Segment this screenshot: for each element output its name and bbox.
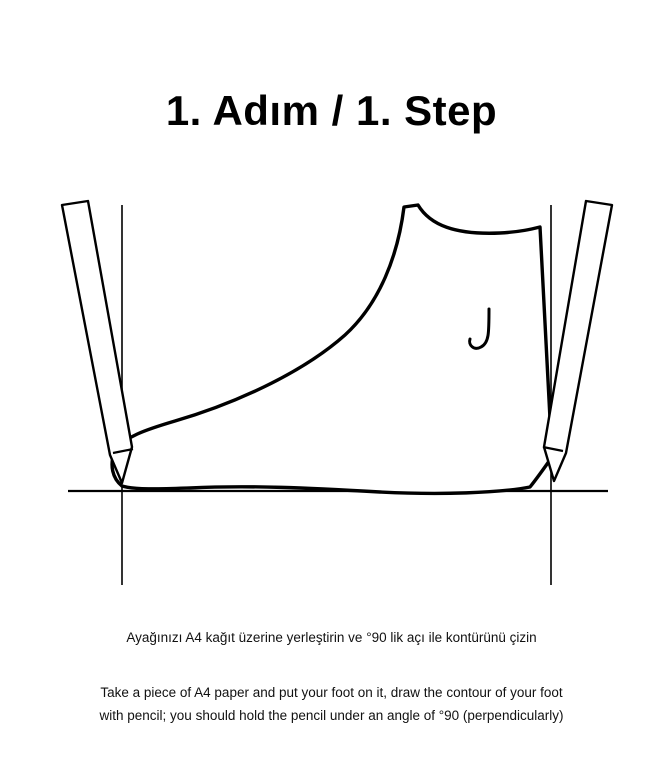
caption-turkish: Ayağınızı A4 kağıt üzerine yerleştirin ve °90 lik açı ile kontürünü çizin (126, 630, 537, 645)
page-title: 1. Adım / 1. Step (165, 87, 498, 134)
foot-outline-icon (112, 205, 552, 493)
caption-english-line-1: Take a piece of A4 paper and put your foot on it, draw the contour of your foot (100, 685, 563, 701)
foot-tracing-figure (0, 185, 663, 605)
caption-english (0, 682, 663, 727)
pencil-right-icon (544, 201, 612, 481)
caption-block (0, 628, 663, 727)
caption-english-line-2: with pencil; you should hold the pencil under an angle of °90 (perpendicularly) (99, 707, 564, 723)
